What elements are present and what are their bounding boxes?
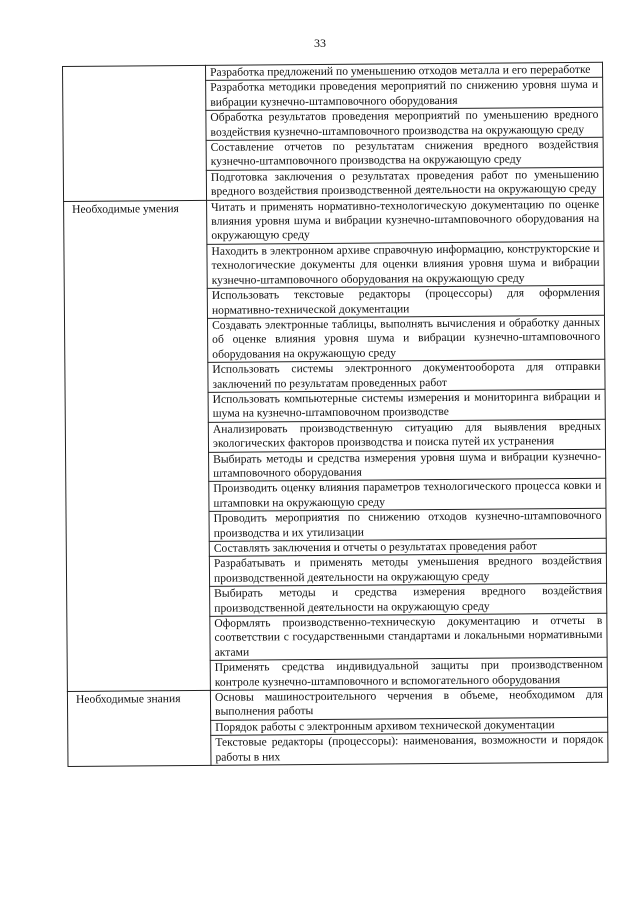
skill-item: Применять средства индивидуальной защиты при производственном контроле кузнечно-штамповочного и вспомогательного оборудования bbox=[210, 657, 607, 690]
labor-actions-label-cell bbox=[63, 65, 207, 201]
skill-item: Использовать системы электронного документооборота для отправки заключений по результатам проведенных работ bbox=[208, 359, 605, 392]
table-row bbox=[64, 197, 604, 245]
skill-item: Производить оценку влияния параметров технологического процесса ковки и штамповки на окружающую среду bbox=[209, 479, 606, 512]
skill-item: Находить в электронном архиве справочную информацию, конструкторские и технологические документы для оценки влияния уровня шума и вибрации кузнечно-штамповочного оборудования на окружающую среду bbox=[207, 241, 604, 288]
page-number: 33 bbox=[314, 36, 326, 50]
skill-item: Выбирать методы и средства измерения вредного воздействия производственной деятельности на окружающую среду bbox=[210, 583, 607, 616]
knowledge-item: Основы машиностроительного черчения в объеме, необходимом для выполнения работы bbox=[210, 687, 607, 720]
skill-item: Использовать компьютерные системы измерения и мониторинга вибрации и шума на кузнечно-штамповочном производстве bbox=[208, 389, 605, 422]
required-knowledge-label: Необходимые знания bbox=[67, 690, 211, 766]
skill-item: Составлять заключения и отчеты о результатах проведения работ bbox=[209, 538, 606, 557]
labor-action-item: Подготовка заключения о результатах проведения работ по уменьшению вредного воздействия производственной деятельности на окружающую среду bbox=[206, 167, 603, 200]
labor-action-item: Составление отчетов по результатам снижения вредного воздействия кузнечно-штамповочного производства на окружающую среду bbox=[206, 137, 603, 170]
labor-action-item: Разработка предложений по уменьшению отходов металла и его переработке bbox=[205, 62, 602, 81]
skill-item: Читать и применять нормативно-технологическую документацию по оценке влияния уровня шума и вибрации кузнечно-штамповочного оборудования на окружающую среду bbox=[207, 197, 604, 244]
skill-item: Создавать электронные таблицы, выполнять вычисления и обработку данных об оценке влияния уровня шума и вибрации кузнечно-штамповочного оборудования на окружающую среду bbox=[207, 315, 604, 362]
labor-action-item: Обработка результатов проведения мероприятий по уменьшению вредного воздействия кузнечно-штамповочного производства на окружающую среду bbox=[206, 107, 603, 140]
knowledge-item: Порядок работы с электронным архивом технической документации bbox=[211, 717, 608, 736]
skill-item: Анализировать производственную ситуацию для выявления вредных экологических факторов производства и поиска путей их устранения bbox=[208, 419, 605, 452]
skill-item: Оформлять производственно-техническую документацию и отчеты в соответствии с государственными стандартами и локальными нормативными актами bbox=[210, 613, 607, 660]
labor-action-item: Разработка методики проведения мероприятий по снижению уровня шума и вибрации кузнечно-штамповочного оборудования bbox=[206, 78, 603, 111]
required-skills-label: Необходимые умения bbox=[64, 200, 211, 692]
skill-item: Проводить мероприятия по снижению отходов кузнечно-штамповочного производства и их утилизации bbox=[209, 508, 606, 541]
skill-item: Выбирать методы и средства измерения уровня шума и вибрации кузнечно-штамповочного оборудования bbox=[209, 449, 606, 482]
table-row bbox=[67, 687, 607, 721]
knowledge-item: Текстовые редакторы (процессоры): наименования, возможности и порядок работы в них bbox=[211, 733, 608, 766]
skill-item: Разрабатывать и применять методы уменьшения вредного воздействия производственной деятельности на окружающую среду bbox=[209, 554, 606, 587]
requirements-table bbox=[62, 62, 608, 767]
skill-item: Использовать текстовые редакторы (процессоры) для оформления нормативно-технической документации bbox=[207, 285, 604, 318]
